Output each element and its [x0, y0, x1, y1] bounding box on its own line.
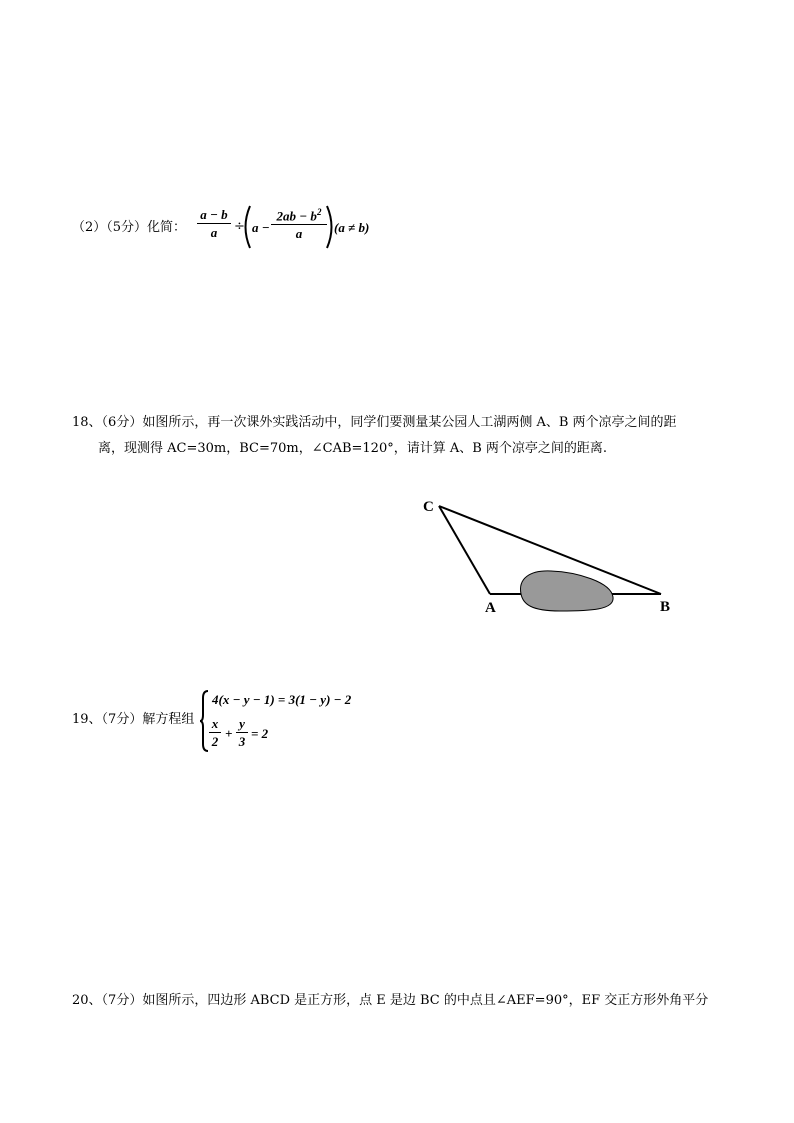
- q17-2-frac1-numerator: a − b: [200, 207, 228, 222]
- q19-label: 19、（7分）解方程组: [72, 712, 195, 727]
- q19-eq2-plus: +: [225, 726, 233, 741]
- q17-2-condition: (a ≠ b): [334, 220, 370, 235]
- q20-text-line-1: 20、（7分）如图所示，四边形 ABCD 是正方形，点 E 是边 BC 的中点且∠AEF=90°，EF 交正方形外角平分: [72, 993, 709, 1008]
- q17-2-inner-a: a −: [252, 220, 270, 235]
- q17-2-left-paren: [240, 204, 252, 250]
- label-c: C: [423, 499, 434, 515]
- q18-triangle-figure: [415, 490, 695, 620]
- q19-eq2-fraction-y: [236, 716, 248, 749]
- q19-eq2-frac1-numerator: x: [211, 716, 219, 731]
- q18-text-line-2: 离，现测得 AC=30m，BC=70m，∠CAB=120°，请计算 A、B 两个凉亭之间的距离.: [98, 441, 608, 456]
- q19-eq2-frac2-numerator: y: [239, 716, 245, 731]
- q17-2-fraction-2: [271, 205, 327, 241]
- lake-shape: [521, 571, 614, 611]
- q17-2-label: （2）（5分）化简：: [72, 220, 187, 235]
- q19-equation-1: 4(x − y − 1) = 3(1 − y) − 2: [212, 692, 352, 707]
- q18-text-line-1: 18、（6分）如图所示，再一次课外实践活动中，同学们要测量某公园人工湖两侧 A、B 两个凉亭之间的距: [72, 415, 677, 430]
- q17-2-fraction-1: [197, 207, 231, 240]
- q17-2-frac2-numerator: 2ab − b: [276, 208, 317, 224]
- q19-eq2-fraction-x: [209, 716, 221, 749]
- q19-eq2-frac1-denominator: 2: [211, 734, 219, 749]
- q17-2-divide-sign: ÷: [234, 219, 245, 234]
- q17-2-frac2-exponent: 2: [316, 207, 322, 217]
- q17-2-frac1-denominator: a: [210, 225, 218, 240]
- label-a: A: [485, 600, 496, 616]
- q17-2-frac2-denominator: a: [295, 226, 303, 242]
- label-b: B: [660, 599, 671, 615]
- q19-eq2-frac2-denominator: 3: [238, 734, 246, 749]
- q19-eq2-rhs: = 2: [251, 726, 269, 741]
- segment-ca: [439, 506, 490, 594]
